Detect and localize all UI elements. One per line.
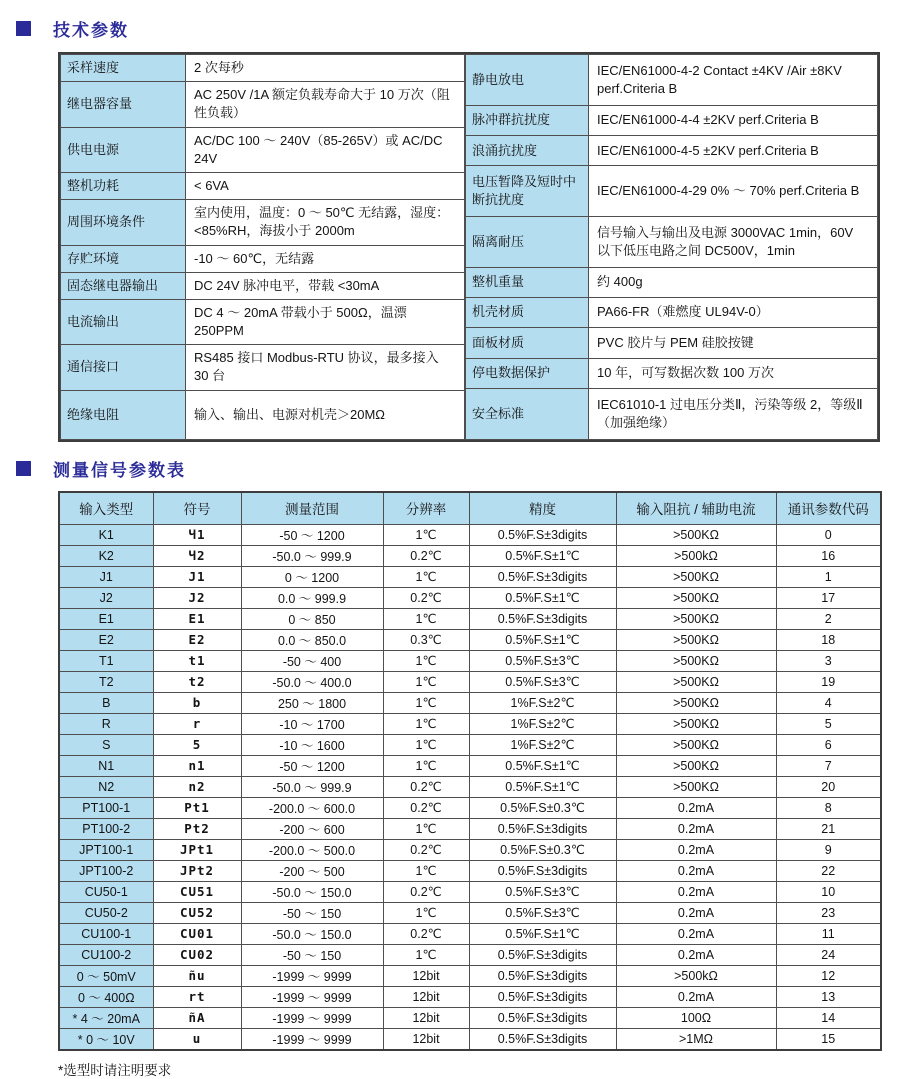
input-type-cell: S [59, 734, 153, 755]
range-cell: -50.0 ～ 150.0 [241, 923, 383, 944]
parameter-value-cell: RS485 接口 Modbus-RTU 协议，最多接入 30 台 [186, 345, 465, 390]
impedance-cell: >500KΩ [616, 629, 776, 650]
column-header: 符号 [153, 492, 241, 525]
table-row [466, 388, 878, 439]
comm-code-cell: 6 [776, 734, 881, 755]
segment-symbol-cell: b [153, 692, 241, 713]
range-cell: -10 ～ 1600 [241, 734, 383, 755]
signal-parameters-table [58, 491, 882, 1051]
table-row [61, 82, 465, 127]
resolution-cell: 1℃ [383, 713, 469, 734]
input-type-cell: J2 [59, 587, 153, 608]
segment-symbol-cell: E2 [153, 629, 241, 650]
tech-section-header [16, 16, 900, 40]
impedance-cell: 0.2mA [616, 797, 776, 818]
table-row [466, 166, 878, 217]
impedance-cell: 0.2mA [616, 839, 776, 860]
range-cell: -50.0 ～ 400.0 [241, 671, 383, 692]
range-cell: -50.0 ～ 999.9 [241, 776, 383, 797]
input-type-cell: K1 [59, 524, 153, 545]
input-type-cell: CU50-2 [59, 902, 153, 923]
resolution-cell: 1℃ [383, 692, 469, 713]
table-row [59, 986, 881, 1007]
input-type-cell: * 0 ～ 10V [59, 1028, 153, 1050]
segment-symbol-cell: r [153, 713, 241, 734]
range-cell: -50 ～ 150 [241, 944, 383, 965]
segment-symbol-cell: CU01 [153, 923, 241, 944]
comm-code-cell: 10 [776, 881, 881, 902]
comm-code-cell: 13 [776, 986, 881, 1007]
range-cell: -10 ～ 1700 [241, 713, 383, 734]
table-row [59, 902, 881, 923]
input-type-cell: CU100-2 [59, 944, 153, 965]
signal-section-title: 测量信号参数表 [53, 461, 186, 481]
segment-symbol-cell: n1 [153, 755, 241, 776]
comm-code-cell: 17 [776, 587, 881, 608]
table-row [61, 345, 465, 390]
impedance-cell: >500KΩ [616, 755, 776, 776]
comm-code-cell: 0 [776, 524, 881, 545]
comm-code-cell: 24 [776, 944, 881, 965]
comm-code-cell: 2 [776, 608, 881, 629]
comm-code-cell: 1 [776, 566, 881, 587]
range-cell: -50.0 ～ 999.9 [241, 545, 383, 566]
table-row [59, 818, 881, 839]
input-type-cell: J1 [59, 566, 153, 587]
parameter-value-cell: IEC/EN61000-4-29 0% ～ 70% perf.Criteria B [589, 166, 878, 217]
impedance-cell: >500KΩ [616, 671, 776, 692]
table-row [59, 545, 881, 566]
input-type-cell: 0 ～ 50mV [59, 965, 153, 986]
segment-symbol-cell: n2 [153, 776, 241, 797]
segment-symbol-cell: Ч1 [153, 524, 241, 545]
accuracy-cell: 0.5%F.S±1℃ [469, 545, 616, 566]
table-row [59, 776, 881, 797]
range-cell: -50 ～ 150 [241, 902, 383, 923]
table-row [61, 172, 465, 199]
input-type-cell: R [59, 713, 153, 734]
accuracy-cell: 0.5%F.S±3digits [469, 1007, 616, 1028]
impedance-cell: >500KΩ [616, 734, 776, 755]
segment-symbol-cell: ñA [153, 1007, 241, 1028]
impedance-cell: 0.2mA [616, 944, 776, 965]
table-row [59, 587, 881, 608]
segment-symbol-cell: E1 [153, 608, 241, 629]
impedance-cell: >500KΩ [616, 776, 776, 797]
parameter-label-cell: 采样速度 [61, 55, 186, 82]
segment-symbol-cell: CU52 [153, 902, 241, 923]
range-cell: 0 ～ 1200 [241, 566, 383, 587]
column-header: 输入类型 [59, 492, 153, 525]
parameter-label-cell: 通信接口 [61, 345, 186, 390]
table-row [59, 650, 881, 671]
parameter-value-cell: 约 400g [589, 267, 878, 297]
parameter-label-cell: 停电数据保护 [466, 358, 589, 388]
table-row [59, 629, 881, 650]
resolution-cell: 1℃ [383, 524, 469, 545]
table-row [466, 328, 878, 358]
resolution-cell: 12bit [383, 965, 469, 986]
parameter-label-cell: 电流输出 [61, 299, 186, 344]
resolution-cell: 0.2℃ [383, 797, 469, 818]
tech-table-right [465, 54, 878, 440]
column-header: 输入阻抗 / 辅助电流 [616, 492, 776, 525]
parameter-value-cell: < 6VA [186, 172, 465, 199]
comm-code-cell: 14 [776, 1007, 881, 1028]
input-type-cell: CU50-1 [59, 881, 153, 902]
table-row [59, 692, 881, 713]
accuracy-cell: 0.5%F.S±1℃ [469, 776, 616, 797]
impedance-cell: >500kΩ [616, 965, 776, 986]
impedance-cell: 0.2mA [616, 818, 776, 839]
range-cell: -50 ～ 1200 [241, 524, 383, 545]
column-header: 测量范围 [241, 492, 383, 525]
table-row [59, 1007, 881, 1028]
range-cell: -200 ～ 500 [241, 860, 383, 881]
segment-symbol-cell: t1 [153, 650, 241, 671]
accuracy-cell: 0.5%F.S±3℃ [469, 650, 616, 671]
resolution-cell: 0.2℃ [383, 545, 469, 566]
resolution-cell: 0.2℃ [383, 881, 469, 902]
accuracy-cell: 1%F.S±2℃ [469, 734, 616, 755]
table-row [61, 390, 465, 439]
impedance-cell: 0.2mA [616, 986, 776, 1007]
segment-symbol-cell: Ч2 [153, 545, 241, 566]
range-cell: -50.0 ～ 150.0 [241, 881, 383, 902]
segment-symbol-cell: rt [153, 986, 241, 1007]
section-bullet-icon [16, 461, 31, 476]
resolution-cell: 1℃ [383, 902, 469, 923]
accuracy-cell: 1%F.S±2℃ [469, 713, 616, 734]
parameter-label-cell: 脉冲群抗扰度 [466, 105, 589, 135]
comm-code-cell: 3 [776, 650, 881, 671]
parameter-label-cell: 浪涌抗扰度 [466, 135, 589, 165]
table-row [59, 566, 881, 587]
table-row [466, 55, 878, 106]
parameter-value-cell: 输入、输出、电源对机壳＞20MΩ [186, 390, 465, 439]
signal-table-header-row [59, 492, 881, 525]
resolution-cell: 1℃ [383, 650, 469, 671]
impedance-cell: 0.2mA [616, 923, 776, 944]
impedance-cell: 100Ω [616, 1007, 776, 1028]
parameter-value-cell: AC 250V /1A 额定负载寿命大于 10 万次（阻性负载） [186, 82, 465, 127]
parameter-value-cell: IEC/EN61000-4-4 ±2KV perf.Criteria B [589, 105, 878, 135]
resolution-cell: 1℃ [383, 944, 469, 965]
accuracy-cell: 0.5%F.S±1℃ [469, 629, 616, 650]
impedance-cell: 0.2mA [616, 881, 776, 902]
parameter-label-cell: 整机功耗 [61, 172, 186, 199]
table-row [59, 944, 881, 965]
range-cell: -1999 ～ 9999 [241, 1007, 383, 1028]
signal-section-header [16, 457, 900, 481]
input-type-cell: PT100-1 [59, 797, 153, 818]
segment-symbol-cell: JPt2 [153, 860, 241, 881]
input-type-cell: K2 [59, 545, 153, 566]
table-row [466, 358, 878, 388]
range-cell: -50 ～ 1200 [241, 755, 383, 776]
impedance-cell: >500KΩ [616, 608, 776, 629]
impedance-cell: >1MΩ [616, 1028, 776, 1050]
segment-symbol-cell: JPt1 [153, 839, 241, 860]
accuracy-cell: 0.5%F.S±1℃ [469, 587, 616, 608]
segment-symbol-cell: Pt1 [153, 797, 241, 818]
table-row [59, 734, 881, 755]
accuracy-cell: 0.5%F.S±3digits [469, 944, 616, 965]
accuracy-cell: 0.5%F.S±3digits [469, 965, 616, 986]
segment-symbol-cell: J2 [153, 587, 241, 608]
input-type-cell: JPT100-1 [59, 839, 153, 860]
resolution-cell: 0.2℃ [383, 776, 469, 797]
segment-symbol-cell: t2 [153, 671, 241, 692]
parameter-label-cell: 机壳材质 [466, 297, 589, 327]
comm-code-cell: 22 [776, 860, 881, 881]
accuracy-cell: 0.5%F.S±0.3℃ [469, 839, 616, 860]
table-row [59, 881, 881, 902]
range-cell: -1999 ～ 9999 [241, 965, 383, 986]
column-header: 精度 [469, 492, 616, 525]
accuracy-cell: 0.5%F.S±3digits [469, 1028, 616, 1050]
range-cell: -200 ～ 600 [241, 818, 383, 839]
impedance-cell: >500KΩ [616, 713, 776, 734]
comm-code-cell: 8 [776, 797, 881, 818]
comm-code-cell: 12 [776, 965, 881, 986]
parameter-value-cell: 室内使用，温度：0 ～ 50℃ 无结露，湿度：<85%RH，海拔小于 2000m [186, 200, 465, 245]
comm-code-cell: 16 [776, 545, 881, 566]
table-row [59, 713, 881, 734]
comm-code-cell: 23 [776, 902, 881, 923]
input-type-cell: * 4 ～ 20mA [59, 1007, 153, 1028]
table-row [59, 860, 881, 881]
accuracy-cell: 1%F.S±2℃ [469, 692, 616, 713]
segment-symbol-cell: 5 [153, 734, 241, 755]
table-row [59, 923, 881, 944]
segment-symbol-cell: J1 [153, 566, 241, 587]
range-cell: -50 ～ 400 [241, 650, 383, 671]
comm-code-cell: 15 [776, 1028, 881, 1050]
column-header: 分辨率 [383, 492, 469, 525]
parameter-label-cell: 存贮环境 [61, 245, 186, 272]
table-row [59, 608, 881, 629]
parameter-value-cell: DC 4 ～ 20mA 带载小于 500Ω，温漂 250PPM [186, 299, 465, 344]
parameter-value-cell: 信号输入与输出及电源 3000VAC 1min，60V 以下低压电路之间 DC500V，1min [589, 216, 878, 267]
comm-code-cell: 18 [776, 629, 881, 650]
resolution-cell: 1℃ [383, 755, 469, 776]
comm-code-cell: 20 [776, 776, 881, 797]
table-row [59, 965, 881, 986]
range-cell: 0.0 ～ 850.0 [241, 629, 383, 650]
comm-code-cell: 5 [776, 713, 881, 734]
accuracy-cell: 0.5%F.S±3℃ [469, 671, 616, 692]
impedance-cell: >500kΩ [616, 545, 776, 566]
parameter-label-cell: 绝缘电阻 [61, 390, 186, 439]
resolution-cell: 1℃ [383, 734, 469, 755]
parameter-value-cell: IEC/EN61000-4-2 Contact ±4KV /Air ±8KV perf.Criteria B [589, 55, 878, 106]
accuracy-cell: 0.5%F.S±3digits [469, 524, 616, 545]
tech-section-title: 技术参数 [53, 20, 129, 40]
column-header: 通讯参数代码 [776, 492, 881, 525]
accuracy-cell: 0.5%F.S±1℃ [469, 923, 616, 944]
resolution-cell: 0.2℃ [383, 587, 469, 608]
comm-code-cell: 21 [776, 818, 881, 839]
range-cell: -200.0 ～ 600.0 [241, 797, 383, 818]
accuracy-cell: 0.5%F.S±3digits [469, 986, 616, 1007]
range-cell: -200.0 ～ 500.0 [241, 839, 383, 860]
input-type-cell: E1 [59, 608, 153, 629]
input-type-cell: 0 ～ 400Ω [59, 986, 153, 1007]
comm-code-cell: 4 [776, 692, 881, 713]
range-cell: -1999 ～ 9999 [241, 1028, 383, 1050]
section-bullet-icon [16, 21, 31, 36]
table-row [59, 755, 881, 776]
resolution-cell: 1℃ [383, 860, 469, 881]
parameter-value-cell: 10 年，可写数据次数 100 万次 [589, 358, 878, 388]
table-row [59, 524, 881, 545]
table-row [466, 135, 878, 165]
parameter-value-cell: AC/DC 100 ～ 240V（85-265V）或 AC/DC 24V [186, 127, 465, 172]
comm-code-cell: 7 [776, 755, 881, 776]
parameter-value-cell: PA66-FR（难燃度 UL94V-0） [589, 297, 878, 327]
accuracy-cell: 0.5%F.S±3digits [469, 608, 616, 629]
table-row [59, 797, 881, 818]
accuracy-cell: 0.5%F.S±3℃ [469, 881, 616, 902]
parameter-label-cell: 面板材质 [466, 328, 589, 358]
impedance-cell: >500KΩ [616, 587, 776, 608]
segment-symbol-cell: CU02 [153, 944, 241, 965]
resolution-cell: 12bit [383, 1028, 469, 1050]
input-type-cell: CU100-1 [59, 923, 153, 944]
parameter-label-cell: 继电器容量 [61, 82, 186, 127]
table-row [61, 272, 465, 299]
parameter-label-cell: 电压暂降及短时中断抗扰度 [466, 166, 589, 217]
resolution-cell: 0.2℃ [383, 839, 469, 860]
table-row [59, 839, 881, 860]
parameter-value-cell: DC 24V 脉冲电平，带载 <30mA [186, 272, 465, 299]
tech-table-left [60, 54, 465, 440]
range-cell: -1999 ～ 9999 [241, 986, 383, 1007]
input-type-cell: B [59, 692, 153, 713]
input-type-cell: N2 [59, 776, 153, 797]
resolution-cell: 12bit [383, 986, 469, 1007]
table-row [466, 267, 878, 297]
segment-symbol-cell: CU51 [153, 881, 241, 902]
comm-code-cell: 19 [776, 671, 881, 692]
accuracy-cell: 0.5%F.S±1℃ [469, 755, 616, 776]
tech-parameters-table [58, 52, 880, 442]
accuracy-cell: 0.5%F.S±3digits [469, 860, 616, 881]
comm-code-cell: 11 [776, 923, 881, 944]
resolution-cell: 1℃ [383, 818, 469, 839]
accuracy-cell: 0.5%F.S±3℃ [469, 902, 616, 923]
table-row [466, 216, 878, 267]
parameter-value-cell: PVC 胶片与 PEM 硅胶按键 [589, 328, 878, 358]
table-row [466, 105, 878, 135]
table-row [61, 200, 465, 245]
segment-symbol-cell: Pt2 [153, 818, 241, 839]
parameter-label-cell: 周围环境条件 [61, 200, 186, 245]
table-row [61, 299, 465, 344]
range-cell: 0.0 ～ 999.9 [241, 587, 383, 608]
input-type-cell: PT100-2 [59, 818, 153, 839]
table-row [61, 245, 465, 272]
segment-symbol-cell: ñu [153, 965, 241, 986]
parameter-label-cell: 固态继电器输出 [61, 272, 186, 299]
accuracy-cell: 0.5%F.S±3digits [469, 566, 616, 587]
parameter-label-cell: 隔离耐压 [466, 216, 589, 267]
table-row [59, 1028, 881, 1050]
segment-symbol-cell: u [153, 1028, 241, 1050]
table-row [59, 671, 881, 692]
input-type-cell: E2 [59, 629, 153, 650]
input-type-cell: JPT100-2 [59, 860, 153, 881]
accuracy-cell: 0.5%F.S±3digits [469, 818, 616, 839]
impedance-cell: >500KΩ [616, 524, 776, 545]
selection-footnote: *选型时请注明要求 [58, 1062, 172, 1078]
table-row [61, 55, 465, 82]
parameter-value-cell: IEC/EN61000-4-5 ±2KV perf.Criteria B [589, 135, 878, 165]
comm-code-cell: 9 [776, 839, 881, 860]
range-cell: 250 ～ 1800 [241, 692, 383, 713]
impedance-cell: 0.2mA [616, 902, 776, 923]
resolution-cell: 0.2℃ [383, 923, 469, 944]
resolution-cell: 1℃ [383, 566, 469, 587]
impedance-cell: >500KΩ [616, 566, 776, 587]
parameter-label-cell: 静电放电 [466, 55, 589, 106]
parameter-value-cell: -10 ～ 60℃，无结露 [186, 245, 465, 272]
parameter-label-cell: 整机重量 [466, 267, 589, 297]
input-type-cell: N1 [59, 755, 153, 776]
table-row [466, 297, 878, 327]
accuracy-cell: 0.5%F.S±0.3℃ [469, 797, 616, 818]
resolution-cell: 12bit [383, 1007, 469, 1028]
input-type-cell: T1 [59, 650, 153, 671]
impedance-cell: >500KΩ [616, 650, 776, 671]
input-type-cell: T2 [59, 671, 153, 692]
parameter-label-cell: 供电电源 [61, 127, 186, 172]
resolution-cell: 0.3℃ [383, 629, 469, 650]
parameter-value-cell: 2 次每秒 [186, 55, 465, 82]
resolution-cell: 1℃ [383, 608, 469, 629]
range-cell: 0 ～ 850 [241, 608, 383, 629]
resolution-cell: 1℃ [383, 671, 469, 692]
table-row [61, 127, 465, 172]
parameter-value-cell: IEC61010-1 过电压分类Ⅱ，污染等级 2，等级Ⅱ（加强绝缘） [589, 388, 878, 439]
parameter-label-cell: 安全标准 [466, 388, 589, 439]
impedance-cell: >500KΩ [616, 692, 776, 713]
impedance-cell: 0.2mA [616, 860, 776, 881]
